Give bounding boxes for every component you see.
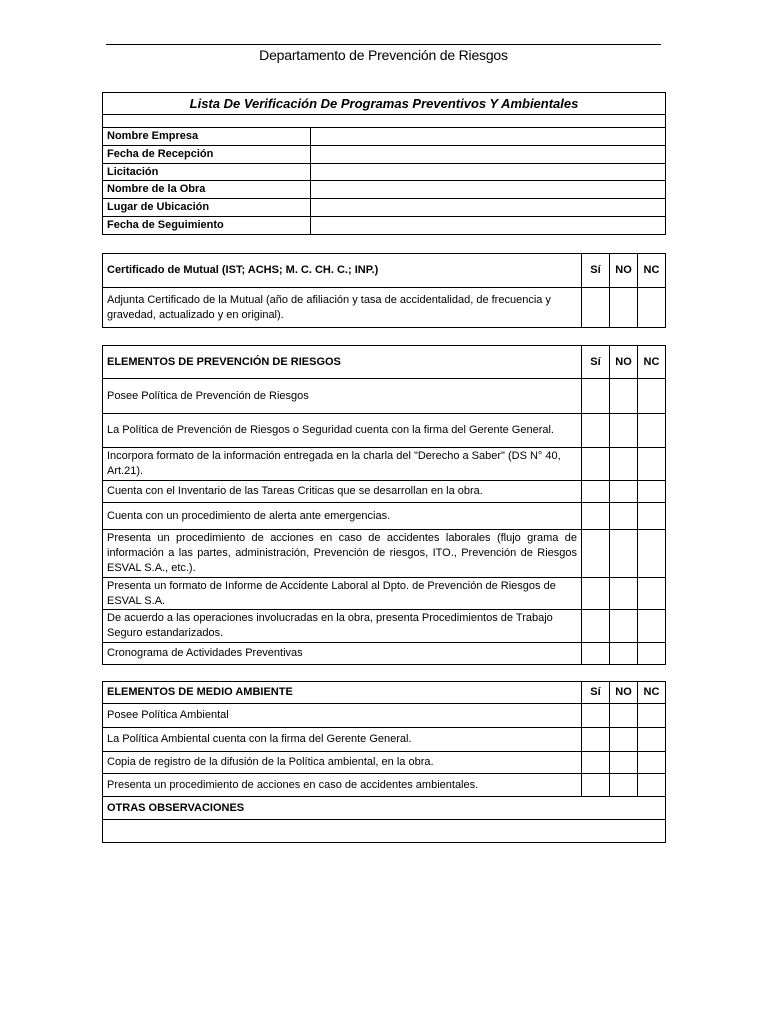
checkbox-no[interactable]: [610, 448, 638, 481]
checklist-item-text: De acuerdo a las operaciones involucradas en la obra, presenta Procedimientos de Trabajo Seguro estandarizados.: [103, 610, 582, 643]
checkbox-no[interactable]: [610, 288, 638, 328]
checkbox-nc[interactable]: [638, 414, 666, 448]
field-value-followup-date[interactable]: [311, 217, 666, 235]
prevention-elements-table: [102, 345, 666, 665]
field-value-project-name[interactable]: [311, 181, 666, 199]
checklist-item-text: Cuenta con un procedimiento de alerta ante emergencias.: [103, 503, 582, 530]
field-value-company[interactable]: [311, 128, 666, 146]
field-value-location[interactable]: [311, 199, 666, 217]
checklist-item-text: Cronograma de Actividades Preventivas: [103, 643, 582, 665]
checkbox-no[interactable]: [610, 503, 638, 530]
field-value-reception-date[interactable]: [311, 146, 666, 164]
checklist-item-text: La Política Ambiental cuenta con la firma del Gerente General.: [103, 728, 582, 752]
spacer-row: [103, 115, 666, 128]
checkbox-si[interactable]: [582, 448, 610, 481]
checkbox-si[interactable]: [582, 704, 610, 728]
checkbox-si[interactable]: [582, 643, 610, 665]
checkbox-no[interactable]: [610, 578, 638, 610]
field-label-tender: Licitación: [103, 164, 311, 181]
checkbox-nc[interactable]: [638, 728, 666, 752]
checkbox-no[interactable]: [610, 774, 638, 797]
col-header-no: NO: [610, 346, 638, 379]
field-label-followup-date: Fecha de Seguimiento: [103, 217, 311, 235]
checklist-item-text: Presenta un procedimiento de acciones en caso de accidentes ambientales.: [103, 774, 582, 797]
mutual-heading: Certificado de Mutual (IST; ACHS; M. C. CH. C.; INP.): [103, 254, 582, 288]
col-header-si: Sí: [582, 254, 610, 288]
checkbox-no[interactable]: [610, 704, 638, 728]
col-header-si: Sí: [582, 346, 610, 379]
checklist-item-text: Adjunta Certificado de la Mutual (año de afiliación y tasa de accidentalidad, de frecuencia y gravedad, actualizado y en original).: [103, 288, 582, 328]
checkbox-nc[interactable]: [638, 704, 666, 728]
checkbox-si[interactable]: [582, 774, 610, 797]
checkbox-nc[interactable]: [638, 448, 666, 481]
checkbox-no[interactable]: [610, 643, 638, 665]
checkbox-no[interactable]: [610, 728, 638, 752]
checkbox-si[interactable]: [582, 752, 610, 774]
company-info-table: [102, 92, 666, 235]
checkbox-nc[interactable]: [638, 610, 666, 643]
col-header-no: NO: [610, 254, 638, 288]
field-label-reception-date: Fecha de Recepción: [103, 146, 311, 164]
checklist-item-text: Presenta un procedimiento de acciones en caso de accidentes laborales (flujo grama de información a las partes, administración, Prevención de riesgos, ITO., Prevención de Riesgos ESVAL S.A., etc.).: [103, 530, 582, 578]
checklist-item-text: Posee Política de Prevención de Riesgos: [103, 379, 582, 414]
checkbox-si[interactable]: [582, 379, 610, 414]
checkbox-si[interactable]: [582, 530, 610, 578]
field-label-location: Lugar de Ubicación: [103, 199, 311, 217]
checklist-item-text: La Política de Prevención de Riesgos o Seguridad cuenta con la firma del Gerente General.: [103, 414, 582, 448]
field-value-tender[interactable]: [311, 164, 666, 181]
mutual-certificate-table: [102, 253, 666, 328]
checklist-item-text: Copia de registro de la difusión de la Política ambiental, en la obra.: [103, 752, 582, 774]
checklist-item-text: Presenta un formato de Informe de Accidente Laboral al Dpto. de Prevención de Riesgos de ESVAL S.A.: [103, 578, 582, 610]
col-header-no: NO: [610, 682, 638, 704]
checkbox-nc[interactable]: [638, 530, 666, 578]
checkbox-nc[interactable]: [638, 379, 666, 414]
field-label-company: Nombre Empresa: [103, 128, 311, 146]
checkbox-si[interactable]: [582, 578, 610, 610]
col-header-nc: NC: [638, 346, 666, 379]
checkbox-no[interactable]: [610, 414, 638, 448]
checkbox-no[interactable]: [610, 530, 638, 578]
observations-label: OTRAS OBSERVACIONES: [103, 797, 666, 820]
checkbox-nc[interactable]: [638, 578, 666, 610]
checkbox-si[interactable]: [582, 503, 610, 530]
checkbox-nc[interactable]: [638, 774, 666, 797]
checkbox-si[interactable]: [582, 610, 610, 643]
col-header-nc: NC: [638, 682, 666, 704]
field-label-project-name: Nombre de la Obra: [103, 181, 311, 199]
checkbox-nc[interactable]: [638, 643, 666, 665]
prevention-heading: ELEMENTOS DE PREVENCIÓN DE RIESGOS: [103, 346, 582, 379]
checkbox-no[interactable]: [610, 752, 638, 774]
checkbox-si[interactable]: [582, 288, 610, 328]
col-header-nc: NC: [638, 254, 666, 288]
checklist-item-text: Incorpora formato de la información entregada en la charla del "Derecho a Saber" (DS N° 40, Art.21).: [103, 448, 582, 481]
checkbox-nc[interactable]: [638, 288, 666, 328]
environment-elements-table: [102, 681, 666, 843]
header-rule: [106, 44, 661, 45]
checkbox-si[interactable]: [582, 414, 610, 448]
checklist-item-text: Posee Política Ambiental: [103, 704, 582, 728]
checkbox-si[interactable]: [582, 728, 610, 752]
col-header-si: Sí: [582, 682, 610, 704]
checkbox-no[interactable]: [610, 481, 638, 503]
department-header: Departamento de Prevención de Riesgos: [259, 47, 508, 63]
checkbox-nc[interactable]: [638, 503, 666, 530]
environment-heading: ELEMENTOS DE MEDIO AMBIENTE: [103, 682, 582, 704]
checkbox-no[interactable]: [610, 379, 638, 414]
checkbox-nc[interactable]: [638, 481, 666, 503]
checkbox-nc[interactable]: [638, 752, 666, 774]
checkbox-si[interactable]: [582, 481, 610, 503]
form-title: Lista De Verificación De Programas Preventivos Y Ambientales: [103, 93, 666, 115]
checklist-item-text: Cuenta con el Inventario de las Tareas Criticas que se desarrollan en la obra.: [103, 481, 582, 503]
checkbox-no[interactable]: [610, 610, 638, 643]
observations-field[interactable]: [103, 820, 666, 843]
